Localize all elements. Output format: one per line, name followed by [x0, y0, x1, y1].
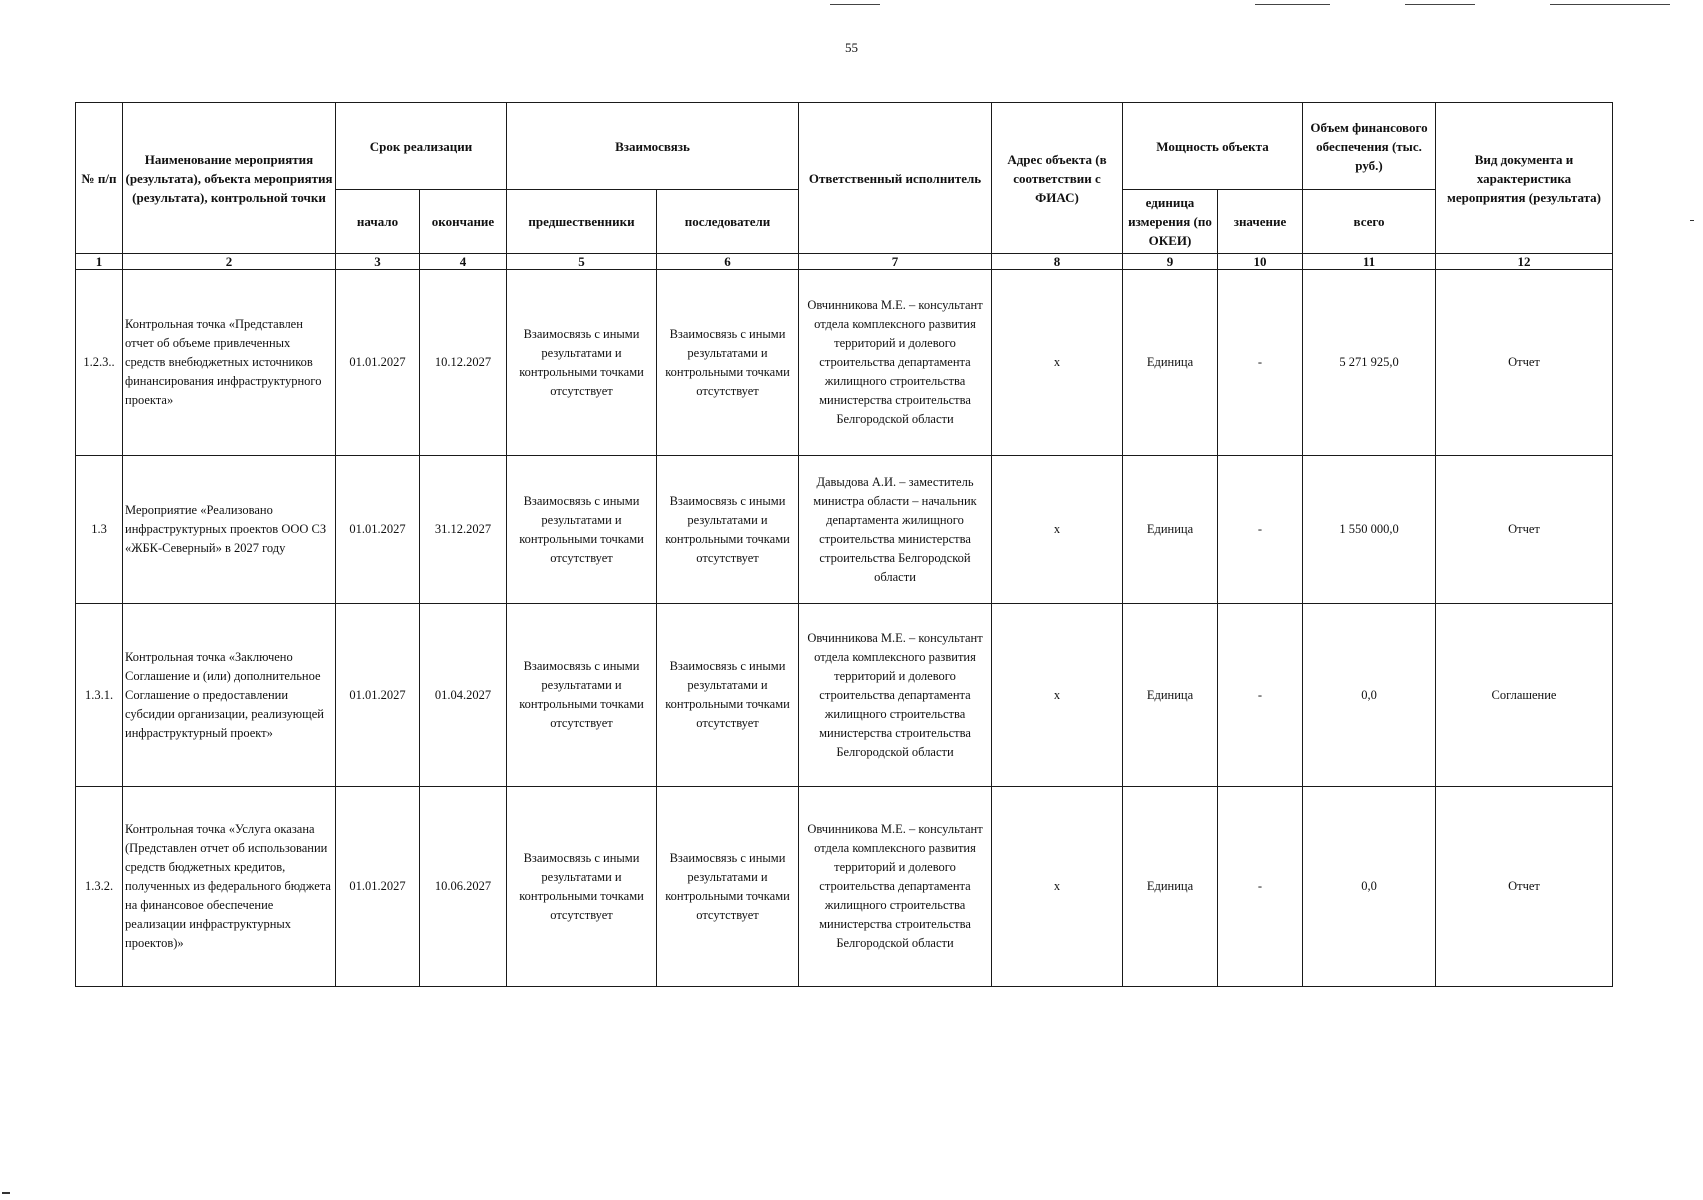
- header-capacity: Мощность объекта: [1123, 103, 1303, 190]
- cell-num: 1.3.1.: [76, 604, 123, 787]
- cell-address: x: [992, 270, 1123, 456]
- header-doc-type: Вид документа и характеристика мероприятия (результата): [1436, 103, 1613, 254]
- cell-end: 01.04.2027: [420, 604, 507, 787]
- page-number: 55: [845, 40, 858, 55]
- col-number: 4: [420, 254, 507, 270]
- header-link-next: последователи: [657, 190, 799, 254]
- cell-value: -: [1218, 787, 1303, 987]
- cell-start: 01.01.2027: [336, 604, 420, 787]
- header-capacity-value: значение: [1218, 190, 1303, 254]
- cell-end: 10.12.2027: [420, 270, 507, 456]
- cell-prev: Взаимосвязь с иными результатами и контрольными точками отсутствует: [507, 604, 657, 787]
- col-number: 11: [1303, 254, 1436, 270]
- cell-responsible: Овчинникова М.Е. – консультант отдела комплексного развития территорий и долевого строительства департамента жилищного строительства министерства строительства Белгородской области: [799, 604, 992, 787]
- col-number: 9: [1123, 254, 1218, 270]
- header-period-end: окончание: [420, 190, 507, 254]
- cell-doc: Отчет: [1436, 270, 1613, 456]
- cell-name: Контрольная точка «Услуга оказана (Представлен отчет об использовании средств бюджетных кредитов, полученных из федерального бюджета на финансовое обеспечение реализации инфраструктурных проектов)»: [123, 787, 336, 987]
- cell-doc: Соглашение: [1436, 604, 1613, 787]
- cell-value: -: [1218, 456, 1303, 604]
- cell-start: 01.01.2027: [336, 787, 420, 987]
- cell-address: x: [992, 456, 1123, 604]
- cell-address: x: [992, 787, 1123, 987]
- header-address: Адрес объекта (в соответствии с ФИАС): [992, 103, 1123, 254]
- cell-value: -: [1218, 270, 1303, 456]
- cell-end: 31.12.2027: [420, 456, 507, 604]
- cell-prev: Взаимосвязь с иными результатами и контрольными точками отсутствует: [507, 270, 657, 456]
- cell-value: -: [1218, 604, 1303, 787]
- header-link: Взаимосвязь: [507, 103, 799, 190]
- cell-next: Взаимосвязь с иными результатами и контрольными точками отсутствует: [657, 456, 799, 604]
- cell-total: 0,0: [1303, 604, 1436, 787]
- cell-next: Взаимосвязь с иными результатами и контрольными точками отсутствует: [657, 270, 799, 456]
- top-rule-1: [830, 4, 880, 5]
- header-finance-total: всего: [1303, 190, 1436, 254]
- cell-unit: Единица: [1123, 456, 1218, 604]
- cell-unit: Единица: [1123, 787, 1218, 987]
- header-link-prev: предшественники: [507, 190, 657, 254]
- cell-total: 1 550 000,0: [1303, 456, 1436, 604]
- events-table: [75, 102, 1613, 987]
- cell-responsible: Давыдова А.И. – заместитель министра области – начальник департамента жилищного строительства министерства строительства Белгородской области: [799, 456, 992, 604]
- header-finance: Объем финансового обеспечения (тыс. руб.): [1303, 103, 1436, 190]
- cell-num: 1.3.2.: [76, 787, 123, 987]
- cell-prev: Взаимосвязь с иными результатами и контрольными точками отсутствует: [507, 456, 657, 604]
- table-row: [76, 456, 1613, 604]
- cell-responsible: Овчинникова М.Е. – консультант отдела комплексного развития территорий и долевого строительства департамента жилищного строительства министерства строительства Белгородской области: [799, 787, 992, 987]
- top-rule-4: [1550, 4, 1670, 5]
- cell-doc: Отчет: [1436, 787, 1613, 987]
- cell-start: 01.01.2027: [336, 456, 420, 604]
- table-row: [76, 270, 1613, 456]
- top-rule-2: [1255, 4, 1330, 5]
- cell-num: 1.3: [76, 456, 123, 604]
- header-responsible: Ответственный исполнитель: [799, 103, 992, 254]
- col-number: 10: [1218, 254, 1303, 270]
- header-capacity-unit: единица измерения (по ОКЕИ): [1123, 190, 1218, 254]
- cell-address: x: [992, 604, 1123, 787]
- margin-mark-right: [1690, 220, 1694, 221]
- table-row: [76, 787, 1613, 987]
- header-period-start: начало: [336, 190, 420, 254]
- col-number: 8: [992, 254, 1123, 270]
- cell-num: 1.2.3..: [76, 270, 123, 456]
- cell-start: 01.01.2027: [336, 270, 420, 456]
- col-number: 3: [336, 254, 420, 270]
- cell-next: Взаимосвязь с иными результатами и контрольными точками отсутствует: [657, 787, 799, 987]
- col-number: 6: [657, 254, 799, 270]
- col-number: 1: [76, 254, 123, 270]
- header-period: Срок реализации: [336, 103, 507, 190]
- cell-name: Мероприятие «Реализовано инфраструктурных проектов ООО СЗ «ЖБК-Северный» в 2027 году: [123, 456, 336, 604]
- header-num: № п/п: [76, 103, 123, 254]
- cell-name: Контрольная точка «Заключено Соглашение и (или) дополнительное Соглашение о предоставлении субсидии организации, реализующей инфраструктурный проект»: [123, 604, 336, 787]
- col-number: 12: [1436, 254, 1613, 270]
- cell-unit: Единица: [1123, 604, 1218, 787]
- cell-unit: Единица: [1123, 270, 1218, 456]
- header-name: Наименование мероприятия (результата), объекта мероприятия (результата), контрольной точки: [123, 103, 336, 254]
- cell-responsible: Овчинникова М.Е. – консультант отдела комплексного развития территорий и долевого строительства департамента жилищного строительства министерства строительства Белгородской области: [799, 270, 992, 456]
- cell-doc: Отчет: [1436, 456, 1613, 604]
- col-number: 2: [123, 254, 336, 270]
- cell-total: 0,0: [1303, 787, 1436, 987]
- cell-next: Взаимосвязь с иными результатами и контрольными точками отсутствует: [657, 604, 799, 787]
- cell-end: 10.06.2027: [420, 787, 507, 987]
- col-number: 7: [799, 254, 992, 270]
- cell-name: Контрольная точка «Представлен отчет об объеме привлеченных средств внебюджетных источников финансирования инфраструктурного проекта»: [123, 270, 336, 456]
- cell-prev: Взаимосвязь с иными результатами и контрольными точками отсутствует: [507, 787, 657, 987]
- margin-mark-left: [2, 1192, 10, 1194]
- table-row: [76, 604, 1613, 787]
- top-rule-3: [1405, 4, 1475, 5]
- col-number: 5: [507, 254, 657, 270]
- cell-total: 5 271 925,0: [1303, 270, 1436, 456]
